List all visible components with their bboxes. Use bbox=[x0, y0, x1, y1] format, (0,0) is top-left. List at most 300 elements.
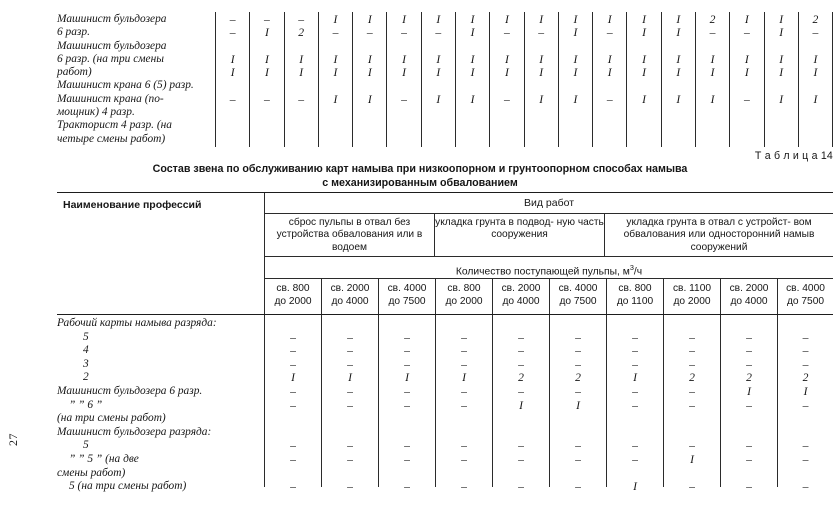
pulp-range-line: до 2000 bbox=[673, 295, 711, 307]
main-table-cell: – bbox=[347, 344, 353, 358]
continued-table-cell bbox=[422, 40, 455, 53]
main-table-column bbox=[379, 315, 436, 494]
main-table-cell: – bbox=[518, 344, 524, 358]
continued-table-cell: – bbox=[298, 92, 305, 106]
continued-table-cell bbox=[456, 79, 489, 92]
continued-table-cell: I bbox=[539, 13, 544, 26]
main-table-column bbox=[721, 315, 778, 494]
main-table-cell: – bbox=[461, 344, 467, 358]
main-table-cell: – bbox=[404, 330, 410, 344]
continued-table-cell: I bbox=[642, 92, 646, 106]
pulp-range-subheaders bbox=[265, 279, 833, 314]
continued-table-cell bbox=[353, 79, 386, 92]
main-table-cell bbox=[436, 317, 492, 331]
pulp-quantity-tail: /ч bbox=[633, 266, 643, 278]
pulp-range-subheader bbox=[436, 279, 493, 314]
continued-table-cell: I bbox=[230, 66, 235, 80]
continued-table-cell: 2 bbox=[298, 26, 305, 40]
continued-table-cell: – bbox=[503, 26, 510, 40]
main-table-cell: – bbox=[290, 439, 296, 453]
continued-table-cell: I bbox=[436, 66, 441, 80]
main-table-row-labels bbox=[57, 315, 265, 493]
continued-table-cell: I bbox=[744, 66, 749, 80]
main-table-row-label: ” ” 6 ” bbox=[69, 398, 103, 411]
group-header-line: сброс пульпы в отвал без bbox=[288, 217, 411, 228]
main-table-cell bbox=[778, 467, 833, 481]
continued-table-cell: – bbox=[743, 92, 750, 106]
continued-table-cell: I bbox=[573, 13, 578, 26]
main-table-cell: – bbox=[746, 398, 752, 412]
main-table-cell: – bbox=[802, 452, 809, 466]
main-table-cell bbox=[493, 426, 549, 440]
main-table-cell: – bbox=[461, 452, 467, 466]
main-table-cell: – bbox=[802, 330, 809, 344]
main-table-body bbox=[57, 315, 833, 494]
main-table-cell: – bbox=[290, 452, 296, 466]
continued-table-cell: I bbox=[710, 66, 715, 80]
main-table-cell bbox=[607, 412, 663, 426]
continued-table-cell bbox=[319, 79, 352, 92]
main-table-cell bbox=[664, 412, 720, 426]
main-table-cell: – bbox=[347, 398, 353, 412]
continued-table-column bbox=[489, 12, 523, 147]
continued-table-column bbox=[215, 12, 249, 147]
main-table-cell: – bbox=[518, 439, 524, 453]
pulp-range-line: св. 4000 bbox=[558, 283, 598, 294]
continued-table-cell: I bbox=[676, 66, 681, 80]
main-table-cell: – bbox=[518, 384, 524, 398]
main-table-cell: – bbox=[746, 357, 752, 371]
pulp-range-line: до 7500 bbox=[786, 295, 825, 307]
main-table-column bbox=[664, 315, 721, 494]
continued-table-cell: I bbox=[744, 13, 749, 26]
pulp-range-subheader bbox=[322, 279, 379, 314]
continued-table-cell bbox=[765, 79, 798, 92]
continued-table-cell bbox=[662, 79, 695, 92]
continued-table-cell: I bbox=[367, 92, 372, 106]
continued-table-cell: I bbox=[402, 13, 406, 26]
continued-table-cell: – bbox=[538, 26, 545, 40]
main-table-cell: – bbox=[632, 344, 638, 358]
main-table-cell bbox=[550, 426, 606, 440]
group-header-line: намыв сооружений bbox=[690, 229, 815, 253]
continued-table-cell bbox=[216, 79, 249, 92]
main-table-cell: I bbox=[633, 480, 637, 494]
continued-table-cell bbox=[216, 40, 249, 53]
row-label: работ) bbox=[57, 66, 92, 79]
main-table-cell: – bbox=[404, 480, 410, 494]
continued-table-cell: – bbox=[229, 26, 236, 40]
main-table-cell: – bbox=[575, 344, 581, 358]
group-header-dump-with-berm bbox=[605, 214, 833, 256]
pulp-range-subheader bbox=[607, 279, 664, 314]
table-title-line-1: Состав звена по обслуживанию карт намыва при низкоопорном и грунтоопорном способах намыва bbox=[152, 163, 688, 175]
continued-table-cell: I bbox=[676, 52, 681, 66]
continued-table-cell: – bbox=[332, 26, 339, 40]
main-table-cell: – bbox=[461, 330, 467, 344]
pulp-range-line: до 4000 bbox=[502, 295, 540, 307]
continued-table-column bbox=[386, 12, 420, 147]
continued-table-cell bbox=[525, 79, 558, 92]
main-table-column bbox=[778, 315, 833, 494]
pulp-range-line: св. 2000 bbox=[330, 283, 370, 294]
main-table-cell: – bbox=[290, 330, 296, 344]
main-table-cell: – bbox=[689, 344, 695, 358]
continued-table-column bbox=[729, 12, 763, 147]
main-table-cell bbox=[265, 426, 321, 440]
main-table-cell: – bbox=[290, 480, 296, 494]
main-table-cell: – bbox=[689, 357, 695, 371]
continued-table-cell: I bbox=[470, 13, 475, 26]
continued-table-column bbox=[352, 12, 386, 147]
main-table-cell: – bbox=[347, 330, 353, 344]
profession-column-header: Наименование профессий bbox=[57, 193, 265, 314]
main-table-cell: – bbox=[746, 480, 752, 494]
main-table-cell: I bbox=[576, 398, 580, 412]
main-table-cell bbox=[265, 467, 321, 481]
continued-table-cell: I bbox=[813, 92, 818, 106]
main-table-column bbox=[493, 315, 550, 494]
continued-table-cell bbox=[627, 40, 660, 53]
continued-table-cell: I bbox=[676, 13, 681, 26]
table-number-label: Т а б л и ц а 14 bbox=[754, 150, 833, 162]
main-table-cell: – bbox=[347, 480, 353, 494]
main-table-cell bbox=[721, 317, 777, 331]
continued-table-cell: I bbox=[436, 13, 441, 26]
main-table-cell: – bbox=[518, 330, 524, 344]
main-table-cell: – bbox=[461, 384, 467, 398]
continued-table-column bbox=[798, 12, 833, 147]
continued-table-grid bbox=[57, 12, 833, 147]
continued-table-cell: I bbox=[676, 92, 681, 106]
main-table-cell: I bbox=[462, 371, 466, 385]
continued-table-cell: – bbox=[435, 26, 442, 40]
continued-table-cell: I bbox=[539, 52, 544, 66]
main-table-cell: – bbox=[290, 384, 296, 398]
continued-table-cell bbox=[593, 79, 626, 92]
main-table-cell: – bbox=[802, 439, 809, 453]
continued-table-cell: – bbox=[229, 92, 236, 106]
pulp-range-line: до 2000 bbox=[445, 295, 483, 307]
table-title-line-2: с механизированным обвалованием bbox=[322, 176, 518, 189]
main-table-cell: 2 bbox=[746, 371, 752, 385]
row-label: 6 разр. bbox=[57, 26, 90, 39]
pulp-range-line: св. 2000 bbox=[501, 283, 541, 294]
main-table-cell bbox=[379, 412, 435, 426]
main-table-cell: – bbox=[290, 357, 296, 371]
continued-table-cell bbox=[696, 40, 729, 53]
main-table-cell bbox=[721, 426, 777, 440]
main-table-row-label: 5 (на три смены работ) bbox=[69, 480, 187, 493]
main-table-cell bbox=[379, 426, 435, 440]
continued-table-cell: I bbox=[333, 92, 338, 106]
pulp-range-line: св. 4000 bbox=[786, 283, 825, 294]
pulp-range-line: до 4000 bbox=[730, 295, 768, 307]
main-table-cell bbox=[322, 317, 378, 331]
row-label: мощник) 4 разр. bbox=[57, 106, 135, 119]
main-table-cell: – bbox=[461, 398, 467, 412]
continued-table-cell bbox=[799, 40, 832, 53]
continued-table-cell: I bbox=[573, 92, 578, 106]
continued-table-cell: I bbox=[710, 92, 715, 106]
main-table-cell: 2 bbox=[802, 371, 809, 385]
main-table-cell: – bbox=[632, 452, 638, 466]
main-table-row-label: Рабочий карты намыва разряда: bbox=[57, 317, 217, 329]
main-table-cell: I bbox=[405, 371, 409, 385]
row-label: Машинист бульдозера bbox=[57, 39, 167, 52]
continued-table-cell bbox=[353, 40, 386, 53]
pulp-range-subheader bbox=[265, 279, 322, 314]
main-table-cell: 2 bbox=[689, 371, 695, 385]
main-table-cell: – bbox=[575, 452, 581, 466]
continued-table-cell: I bbox=[504, 66, 509, 80]
continued-table-cell: I bbox=[470, 92, 475, 106]
continued-table-cell: I bbox=[779, 13, 784, 26]
main-table-row-label: Машинист бульдозера разряда: bbox=[57, 425, 212, 438]
continued-table-cell: I bbox=[642, 26, 646, 40]
continued-table-cell: I bbox=[470, 52, 475, 66]
continued-table-cell bbox=[559, 79, 592, 92]
main-table-row-label: Машинист бульдозера 6 разр. bbox=[57, 384, 203, 397]
continued-table-column bbox=[249, 12, 283, 147]
continued-table-cell: I bbox=[607, 13, 612, 26]
continued-table-cell: I bbox=[333, 13, 338, 26]
main-table-cell: I bbox=[519, 398, 523, 412]
continued-table-cell: I bbox=[573, 26, 578, 40]
continued-table-cell: I bbox=[264, 52, 269, 66]
main-table-cell: – bbox=[518, 452, 524, 466]
pulp-range-line: св. 800 bbox=[618, 283, 652, 294]
main-table-cell bbox=[664, 426, 720, 440]
pulp-range-line: св. 4000 bbox=[387, 283, 427, 294]
main-table-cell: – bbox=[404, 357, 410, 371]
main-table-cell bbox=[550, 412, 606, 426]
main-table-cell: – bbox=[404, 344, 410, 358]
pulp-range-line: св. 800 bbox=[447, 283, 481, 294]
pulp-quantity-header bbox=[265, 257, 833, 279]
pulp-range-subheader bbox=[721, 279, 778, 314]
main-table-cell bbox=[322, 467, 378, 481]
continued-table-cell: – bbox=[606, 26, 613, 40]
main-table-cell: – bbox=[689, 480, 695, 494]
main-table-cell bbox=[265, 412, 321, 426]
row-label: Машинист крана 6 (5) разр. bbox=[57, 79, 194, 92]
group-header-line: вом обвалования или односторонний bbox=[623, 217, 812, 241]
main-table-cell bbox=[778, 412, 833, 426]
pulp-range-subheader bbox=[493, 279, 550, 314]
main-table-cell bbox=[778, 426, 833, 440]
main-table-cell: – bbox=[802, 398, 809, 412]
main-table-cell bbox=[379, 467, 435, 481]
continued-table-cell bbox=[490, 40, 523, 53]
pulp-range-subheader bbox=[550, 279, 607, 314]
main-table-cell: – bbox=[802, 344, 809, 358]
continued-table-cell: I bbox=[333, 66, 338, 80]
continued-table-cell: I bbox=[573, 66, 578, 80]
main-table-cell: – bbox=[575, 439, 581, 453]
main-table-cell bbox=[664, 317, 720, 331]
main-table-cell: 2 bbox=[518, 371, 524, 385]
row-label: 6 разр. (на три смены bbox=[57, 52, 164, 65]
pulp-range-line: до 4000 bbox=[331, 295, 369, 307]
pulp-quantity-text: Количество поступающей пульпы, м bbox=[455, 266, 630, 278]
main-table-cell bbox=[493, 467, 549, 481]
group-header-line: укладка грунта в подвод- bbox=[435, 217, 554, 228]
continued-table-cell: I bbox=[642, 13, 646, 26]
continued-table-cell: – bbox=[401, 92, 407, 106]
main-table-cell: – bbox=[746, 330, 752, 344]
main-table-cell: – bbox=[461, 357, 467, 371]
continued-table-cell: I bbox=[607, 66, 612, 80]
continued-table-cell bbox=[593, 40, 626, 53]
work-type-group-headers bbox=[265, 214, 833, 257]
continued-table-cell: – bbox=[264, 13, 270, 26]
continued-table-cell bbox=[456, 40, 489, 53]
main-table-column bbox=[550, 315, 607, 494]
main-table-cell: – bbox=[802, 480, 809, 494]
continued-table-cell: I bbox=[504, 13, 509, 26]
continued-table-cell: I bbox=[436, 92, 441, 106]
main-table-cell: – bbox=[689, 398, 695, 412]
continued-table-cell bbox=[250, 79, 283, 92]
continued-table-cell bbox=[559, 40, 592, 53]
main-table-cell: – bbox=[347, 439, 353, 453]
main-table-cell bbox=[265, 317, 321, 331]
continued-table-cell: I bbox=[779, 92, 784, 106]
continued-table-column bbox=[695, 12, 729, 147]
continued-table-cell: I bbox=[470, 26, 475, 40]
main-table-cell: I bbox=[803, 384, 808, 398]
main-table-header bbox=[57, 193, 833, 315]
main-table-cell: – bbox=[461, 480, 467, 494]
pulp-range-line: св. 1100 bbox=[672, 283, 712, 294]
continued-table-cell: I bbox=[367, 66, 372, 80]
continued-table-cell: I bbox=[504, 52, 509, 66]
main-table-cell bbox=[493, 317, 549, 331]
continued-table-cell: I bbox=[264, 66, 269, 80]
continued-table-row-labels bbox=[57, 12, 215, 147]
main-table-column bbox=[607, 315, 664, 494]
main-table-cell: – bbox=[575, 480, 581, 494]
continued-table-column bbox=[455, 12, 489, 147]
main-table-cell: – bbox=[461, 439, 467, 453]
continued-table-cell bbox=[662, 40, 695, 53]
main-table-cell bbox=[607, 467, 663, 481]
main-table-cell bbox=[436, 412, 492, 426]
main-table-cell: – bbox=[347, 384, 353, 398]
continued-table-cell: I bbox=[813, 66, 818, 80]
pulp-range-line: до 7500 bbox=[559, 295, 597, 307]
continued-table-cell: I bbox=[573, 52, 578, 66]
continued-table-cell: I bbox=[539, 66, 544, 80]
continued-table-column bbox=[764, 12, 798, 147]
continued-table-cell: I bbox=[367, 52, 372, 66]
main-table-cell: – bbox=[518, 480, 524, 494]
main-table-row-label: 3 bbox=[83, 357, 89, 370]
continued-table-cell bbox=[525, 40, 558, 53]
main-table-column bbox=[436, 315, 493, 494]
continued-table-cell: I bbox=[642, 52, 646, 66]
continued-table-column bbox=[318, 12, 352, 147]
main-table-cell: – bbox=[802, 357, 809, 371]
table-caption-block bbox=[0, 150, 840, 190]
continued-table-column bbox=[592, 12, 626, 147]
main-table-cell: – bbox=[632, 384, 638, 398]
row-label: Машинист бульдозера bbox=[57, 13, 167, 25]
continued-table-cell: I bbox=[367, 13, 372, 26]
continued-table-column bbox=[524, 12, 558, 147]
main-table-cell: – bbox=[575, 357, 581, 371]
row-label: Тракторист 4 разр. (на bbox=[57, 119, 172, 132]
pulp-range-subheader bbox=[664, 279, 721, 314]
continued-table-cell: I bbox=[607, 52, 612, 66]
pulp-range-line: до 7500 bbox=[388, 295, 426, 307]
main-table-cell bbox=[607, 426, 663, 440]
work-type-header: Вид работ bbox=[265, 193, 833, 214]
main-table-cell: – bbox=[575, 384, 581, 398]
continued-table-cell: – bbox=[401, 26, 407, 40]
continued-table-cell: – bbox=[606, 92, 613, 106]
continued-table-cell bbox=[422, 79, 455, 92]
continued-table-cell bbox=[319, 40, 352, 53]
pulp-quantity-exponent: 3 bbox=[629, 263, 634, 272]
main-table-cell bbox=[721, 412, 777, 426]
main-table-cell bbox=[436, 426, 492, 440]
main-table-column bbox=[322, 315, 379, 494]
main-table-cell bbox=[721, 467, 777, 481]
continued-table-cell: I bbox=[779, 66, 784, 80]
group-header-discharge bbox=[265, 214, 435, 256]
continued-table-cell bbox=[765, 40, 798, 53]
group-header-line: устройства обвалования bbox=[276, 229, 394, 241]
main-table-row-label: 5 bbox=[83, 330, 89, 343]
pulp-range-subheader bbox=[778, 279, 833, 314]
main-table-cell: – bbox=[575, 330, 581, 344]
continued-table-cell: 2 bbox=[709, 13, 716, 26]
main-table-cell bbox=[664, 467, 720, 481]
main-table-cell bbox=[778, 317, 833, 331]
pulp-range-line: св. 800 bbox=[276, 283, 310, 294]
main-table-row-label: 5 bbox=[83, 439, 89, 452]
main-table-cell: – bbox=[632, 330, 638, 344]
main-table-cell: I bbox=[348, 371, 352, 385]
main-table-cell bbox=[379, 317, 435, 331]
continued-table-cell: I bbox=[230, 52, 235, 66]
continued-table-cell: – bbox=[366, 26, 373, 40]
continued-table-cell: – bbox=[812, 26, 819, 40]
main-table-cell: – bbox=[347, 357, 353, 371]
main-table-cell: – bbox=[290, 398, 296, 412]
main-table-cell: 2 bbox=[575, 371, 581, 385]
main-table-cell: – bbox=[632, 357, 638, 371]
main-table-cell: – bbox=[347, 452, 353, 466]
continued-table-cell: I bbox=[676, 26, 681, 40]
continued-table-column bbox=[558, 12, 592, 147]
main-table-cell: – bbox=[746, 344, 752, 358]
continued-table-cell: – bbox=[264, 92, 270, 106]
main-table-cell bbox=[607, 317, 663, 331]
continued-table-cell bbox=[285, 40, 318, 53]
continued-table-column bbox=[661, 12, 695, 147]
continued-table-cell: I bbox=[539, 92, 544, 106]
group-header-line: укладка грунта в отвал с устройст- bbox=[626, 217, 791, 228]
continued-table-cell: I bbox=[744, 52, 749, 66]
main-table-column bbox=[265, 315, 322, 494]
main-table-cell bbox=[322, 426, 378, 440]
continued-table-cell bbox=[730, 40, 763, 53]
main-table-header-right bbox=[265, 193, 833, 314]
continued-table-column bbox=[626, 12, 660, 147]
